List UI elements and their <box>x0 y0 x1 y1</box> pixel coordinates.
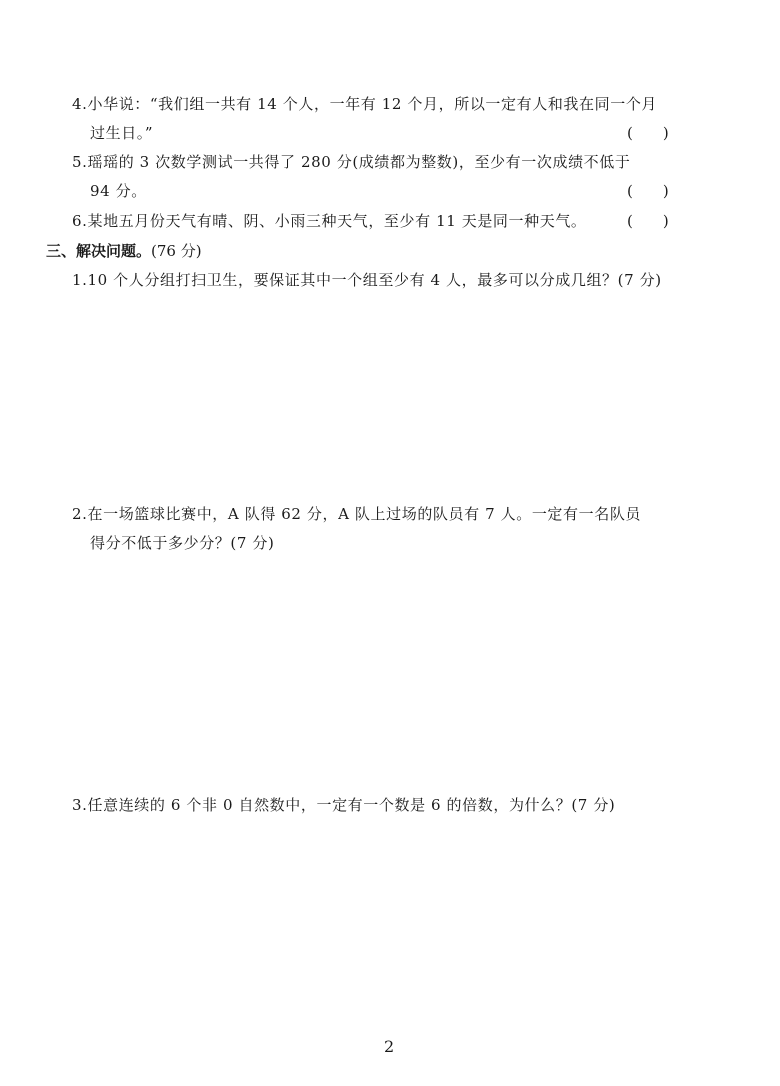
section-3-heading <box>46 241 202 261</box>
judge-item-6-line1: 6.某地五月份天气有晴、阴、小雨三种天气，至少有 11 天是同一种天气。 <box>72 212 587 230</box>
judge-item-4-line2: 过生日。” <box>90 124 154 142</box>
judge-item-4-line1: 4.小华说：“我们组一共有 14 个人，一年有 12 个月，所以一定有人和我在同一个月 <box>72 95 658 113</box>
judge-item-6-answer-blank[interactable]: ( ) <box>627 212 669 230</box>
page-number: 2 <box>384 1037 395 1056</box>
section-3-score: (76 分) <box>151 242 202 260</box>
problem-2-line2: 得分不低于多少分？(7 分) <box>90 534 275 552</box>
problem-3-line1: 3.任意连续的 6 个非 0 自然数中，一定有一个数是 6 的倍数，为什么？(7 分) <box>72 796 616 814</box>
judge-item-5-line2: 94 分。 <box>90 182 147 200</box>
judge-item-4-answer-blank[interactable]: ( ) <box>627 124 669 142</box>
judge-item-5-line1: 5.瑶瑶的 3 次数学测试一共得了 280 分(成绩都为整数)，至少有一次成绩不低于 <box>72 153 631 171</box>
problem-1-line1: 1.10 个人分组打扫卫生，要保证其中一个组至少有 4 人，最多可以分成几组？(7 分) <box>72 271 662 289</box>
section-3-title: 三、解决问题。 <box>46 242 152 260</box>
judge-item-5-answer-blank[interactable]: ( ) <box>627 182 669 200</box>
problem-2-line1: 2.在一场篮球比赛中，A 队得 62 分，A 队上过场的队员有 7 人。一定有一名队员 <box>72 505 642 523</box>
